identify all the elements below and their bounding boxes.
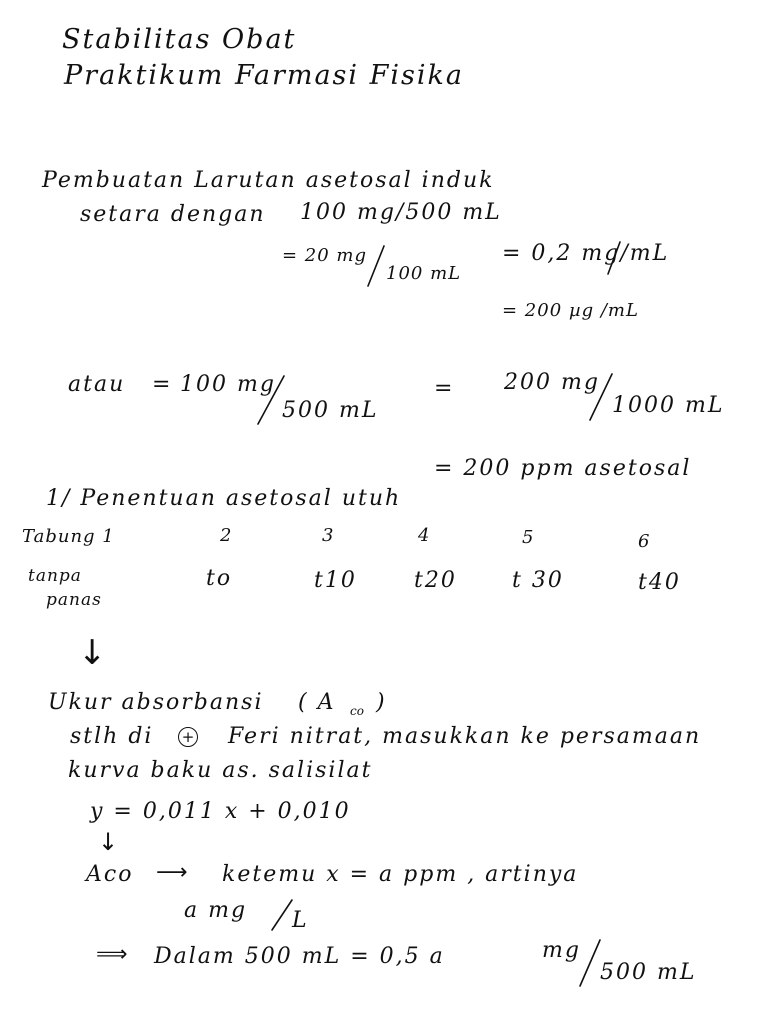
eq2-result: = 200 µg /mL	[502, 300, 639, 321]
down-arrow-icon-2: ↓	[98, 828, 119, 856]
tube-number-3: 3	[322, 525, 335, 546]
dalam-fraction-slash	[580, 940, 600, 986]
tube1-condition-line1: tanpa	[28, 566, 82, 586]
a-mg-denominator: L	[292, 908, 309, 933]
tube1-condition-line2: panas	[46, 590, 102, 610]
atau-label: atau	[68, 372, 126, 397]
stock-heading: Pembuatan Larutan asetosal induk	[42, 168, 495, 193]
aco-label: Aco	[86, 862, 134, 887]
time-label-t0: to	[206, 566, 233, 591]
section1-heading: 1/ Penentuan asetosal utuh	[46, 486, 402, 511]
step2-prefix: stlh di	[70, 724, 154, 749]
atau-equals: =	[152, 372, 173, 397]
implies-arrow-icon: ⟹	[96, 942, 130, 967]
title-line-1: Stabilitas Obat	[62, 24, 297, 55]
tube-number-6: 6	[638, 531, 651, 552]
time-label-t30: t 30	[512, 568, 564, 593]
eq1-fraction-slash	[368, 246, 384, 286]
eq3-denominator: 1000 mL	[612, 393, 725, 418]
time-label-t40: t40	[638, 570, 681, 595]
step1-paren-close: )	[376, 690, 387, 715]
title-line-2: Praktikum Farmasi Fisika	[64, 60, 464, 91]
eq1-result-slash	[608, 242, 620, 274]
step1-text: Ukur absorbansi	[48, 690, 264, 715]
atau-denominator: 500 mL	[282, 398, 379, 423]
eq1-result: = 0,2 mg/mL	[502, 241, 670, 266]
dalam-denominator: 500 mL	[600, 960, 697, 985]
eq3-numerator: 200 mg	[504, 370, 600, 395]
eq1-numerator: = 20 mg	[282, 245, 368, 266]
time-label-t10: t10	[314, 568, 357, 593]
step2-rest: Feri nitrat, masukkan ke persamaan	[228, 724, 702, 749]
dalam-text: Dalam 500 mL = 0,5 a	[154, 944, 445, 969]
tabung-label: Tabung 1	[22, 526, 115, 547]
setara-value: 100 mg/500 mL	[300, 200, 502, 225]
calibration-equation: y = 0,011 x + 0,010	[90, 799, 351, 824]
time-label-t20: t20	[414, 568, 457, 593]
tube-number-5: 5	[522, 527, 535, 548]
eq3-equals: =	[434, 376, 455, 401]
eq3-fraction-slash	[590, 374, 612, 420]
eq1-denominator: 100 mL	[386, 263, 462, 284]
step1-subscript: co	[350, 704, 364, 718]
a-mg-numerator: a mg	[184, 898, 248, 923]
step3-text: kurva baku as. salisilat	[68, 758, 373, 783]
down-arrow-icon: ↓	[78, 633, 107, 673]
right-arrow-icon: ⟶	[156, 860, 190, 885]
setara-prefix: setara dengan	[80, 202, 266, 227]
plus-circle-icon: +	[178, 727, 198, 747]
tube-number-4: 4	[418, 525, 431, 546]
aco-result-text: ketemu x = a ppm , artinya	[222, 862, 579, 887]
dalam-numerator: mg	[542, 938, 581, 963]
atau-numerator: 100 mg	[180, 372, 276, 397]
atau-fraction-slash	[258, 376, 284, 424]
final-concentration: = 200 ppm asetosal	[434, 456, 692, 481]
step1-paren-open: ( A	[298, 690, 336, 715]
a-mg-fraction-slash	[272, 900, 292, 930]
tube-number-2: 2	[220, 525, 233, 546]
